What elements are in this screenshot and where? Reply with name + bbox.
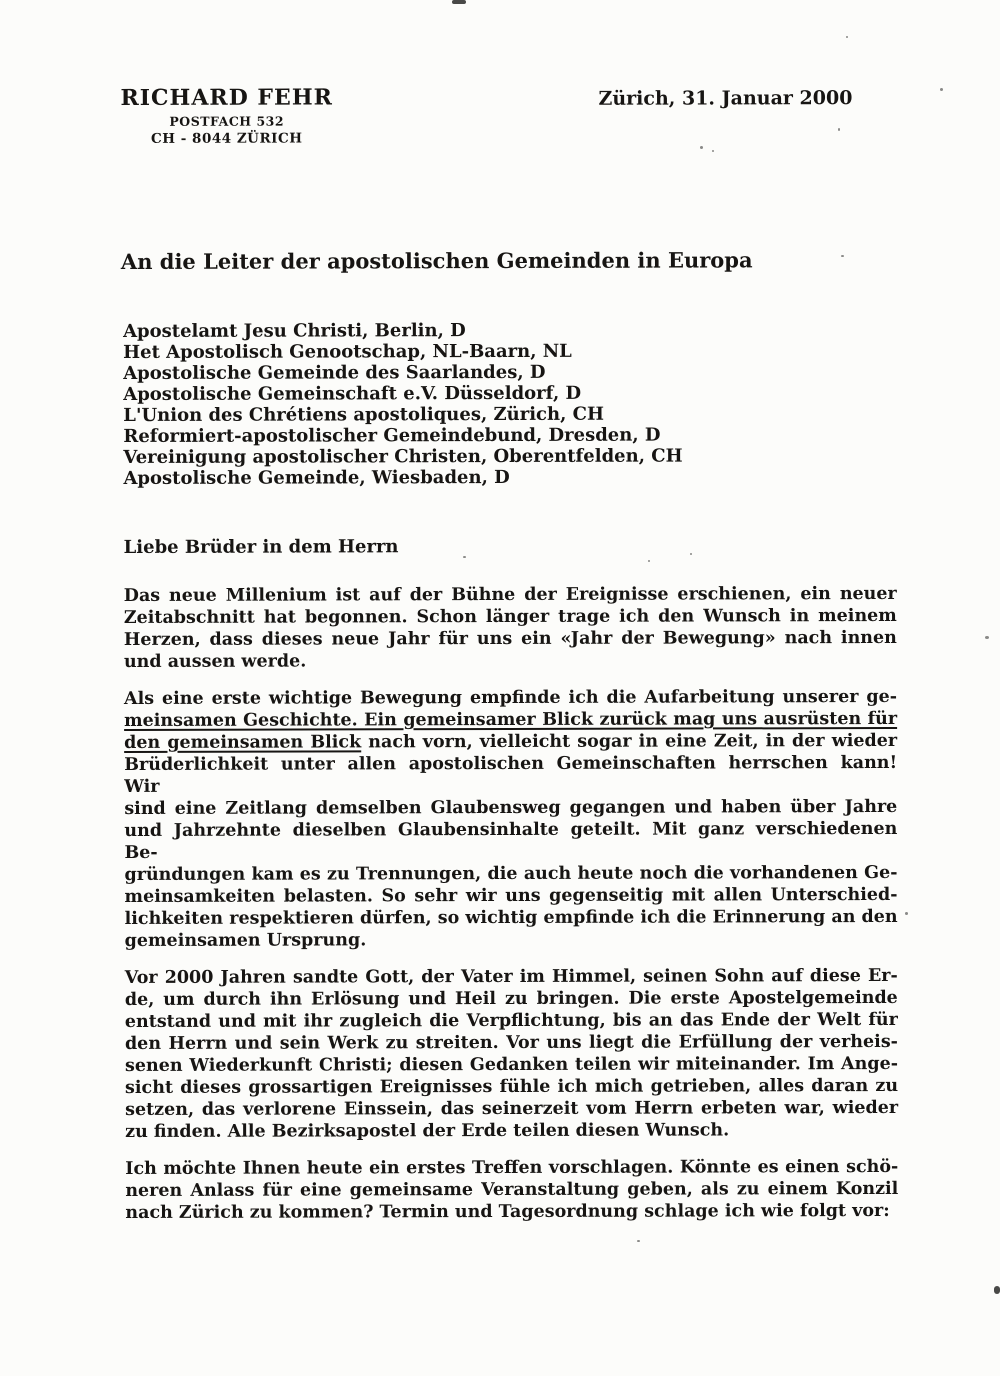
text-segment: nach vorn, vielleicht sogar in eine Zeit, in der wieder — [361, 730, 898, 753]
sender-block — [120, 84, 333, 147]
text-segment: Vor 2000 Jahren sandte Gott, der Vater im Himmel, seinen Sohn auf diese Er- — [124, 965, 898, 988]
scan-artifact — [846, 36, 848, 38]
body-line — [124, 730, 897, 754]
dateline: Zürich, 31. Januar 2000 — [598, 87, 853, 110]
body-line — [124, 752, 897, 798]
scan-artifact — [841, 255, 844, 257]
text-segment: Als eine erste wichtige Bewegung empfinde ich die Aufarbeitung unserer ge- — [124, 686, 898, 709]
scan-artifact — [712, 150, 714, 152]
body-line — [125, 1031, 898, 1055]
text-segment: senen Wiederkunft Christi; diesen Gedanken teilen wir miteinander. Im Ange- — [124, 1053, 899, 1076]
letter-body — [124, 583, 899, 1239]
text-segment: Das neue Millenium ist auf der Bühne der Ereignisse erschienen, ein neuer — [123, 583, 897, 606]
body-line — [125, 1178, 898, 1202]
body-line — [125, 928, 898, 952]
body-line — [125, 1009, 898, 1033]
body-line — [124, 583, 897, 607]
body-line — [125, 1053, 898, 1077]
text-segment: setzen, das verlorene Einssein, das seinerzeit vom Herrn erbeten war, wieder — [125, 1097, 899, 1120]
recipient-line: Apostolische Gemeinde des Saarlandes, D — [123, 361, 546, 384]
text-segment: den Herrn und sein Werk zu streiten. Vor uns liegt die Erfüllung der verheis- — [124, 1031, 898, 1054]
paragraph — [124, 686, 898, 952]
text-segment: gründungen kam es zu Trennungen, die auch heute noch die vorhandenen Ge- — [124, 862, 898, 885]
recipient-line: Apostelamt Jesu Christi, Berlin, D — [123, 320, 466, 342]
scan-artifact — [838, 128, 840, 131]
body-line — [125, 965, 898, 989]
text-segment: lichkeiten respektieren dürfen, so wichtig empfinde ich die Erinnerung an den — [124, 906, 898, 929]
recipient-line: Apostolische Gemeinschaft e.V. Düsseldorf, D — [123, 382, 582, 405]
text-segment: Ich möchte Ihnen heute ein erstes Treffen vorschlagen. Könnte es einen schö- — [125, 1156, 899, 1179]
body-line — [125, 1075, 898, 1099]
body-line — [124, 708, 897, 732]
scan-artifact — [648, 560, 650, 562]
scan-artifact — [637, 1240, 640, 1242]
scan-artifact — [700, 146, 703, 149]
text-segment: Brüderlichkeit unter allen apostolischen Gemeinschaften herrschen kann! Wir — [124, 752, 898, 797]
paragraph — [124, 583, 897, 673]
body-line — [125, 1097, 898, 1121]
body-line — [125, 987, 898, 1011]
scan-artifact — [994, 1286, 1000, 1294]
body-line — [124, 605, 897, 629]
salutation: Liebe Brüder in dem Herrn — [123, 536, 399, 558]
sender-city: CH - 8044 ZÜRICH — [151, 130, 303, 147]
scan-artifact — [463, 556, 466, 558]
text-segment: meinsamkeiten belasten. So sehr wir uns gegenseitig mit allen Unterschied- — [124, 884, 898, 907]
body-line — [125, 906, 898, 930]
recipient-line: L'Union des Chrétiens apostoliques, Zürich, CH — [123, 403, 604, 426]
text-segment: Zeitabschnitt hat begonnen. Schon länger trage ich den Wunsch in meinem — [123, 605, 897, 628]
text-segment: sind eine Zeitlang demselben Glaubensweg gegangen und haben über Jahre — [124, 796, 898, 819]
recipient-line: Vereinigung apostolischer Christen, Oberentfelden, CH — [123, 445, 683, 468]
scan-artifact — [940, 88, 943, 91]
recipient-line: Reformiert-apostolischer Gemeindebund, Dresden, D — [123, 424, 661, 447]
body-line — [124, 862, 897, 886]
recipient-list — [123, 320, 683, 489]
scan-artifact — [905, 912, 908, 915]
scan-artifact — [985, 636, 989, 639]
body-line — [124, 649, 897, 673]
text-segment: de, um durch ihn Erlösung und Heil zu bringen. Die erste Apostelgemeinde — [124, 987, 898, 1010]
scan-artifact — [690, 553, 692, 555]
text-segment: gemeinsamen Ursprung. — [124, 930, 367, 951]
body-line — [125, 884, 898, 908]
sender-name: RICHARD FEHR — [120, 84, 333, 111]
text-segment: entstand und mit ihr zugleich die Verpflichtung, bis an das Ende der Welt für — [124, 1009, 898, 1032]
text-segment: Herzen, dass dieses neue Jahr für uns ein «Jahr der Bewegung» nach innen — [123, 627, 897, 650]
paragraph — [125, 1156, 898, 1224]
text-segment: und aussen werde. — [123, 651, 307, 672]
body-line — [124, 686, 897, 710]
text-segment: nach Zürich zu kommen? Termin und Tagesordnung schlage ich wie folgt vor: — [125, 1200, 890, 1223]
text-segment: sicht dieses grossartigen Ereignisses fühle ich mich getrieben, alles daran zu — [125, 1075, 899, 1098]
recipient-line: Apostolische Gemeinde, Wiesbaden, D — [123, 466, 510, 489]
subject-line: An die Leiter der apostolischen Gemeinden in Europa — [120, 247, 753, 274]
body-line — [124, 627, 897, 651]
body-line — [125, 1119, 898, 1143]
underlined-text: meinsamen Geschichte. Ein gemeinsamer Blick zurück mag uns ausrüsten für — [124, 708, 898, 731]
sender-pobox: POSTFACH 532 — [169, 113, 285, 129]
underlined-text: den gemeinsamen Blick — [124, 732, 362, 753]
body-line — [124, 818, 897, 864]
paragraph — [125, 965, 898, 1143]
body-line — [125, 1200, 898, 1224]
text-segment: und Jahrzehnte dieselben Glaubensinhalte geteilt. Mit ganz verschiedenen Be- — [124, 818, 898, 863]
body-line — [125, 1156, 898, 1180]
text-segment: neren Anlass für eine gemeinsame Veranstaltung geben, als zu einem Konzil — [125, 1178, 899, 1201]
text-segment: zu finden. Alle Bezirksapostel der Erde teilen diesen Wunsch. — [125, 1120, 730, 1142]
body-line — [124, 796, 897, 820]
scan-artifact — [452, 0, 466, 4]
recipient-line: Het Apostolisch Genootschap, NL-Baarn, NL — [123, 340, 572, 363]
